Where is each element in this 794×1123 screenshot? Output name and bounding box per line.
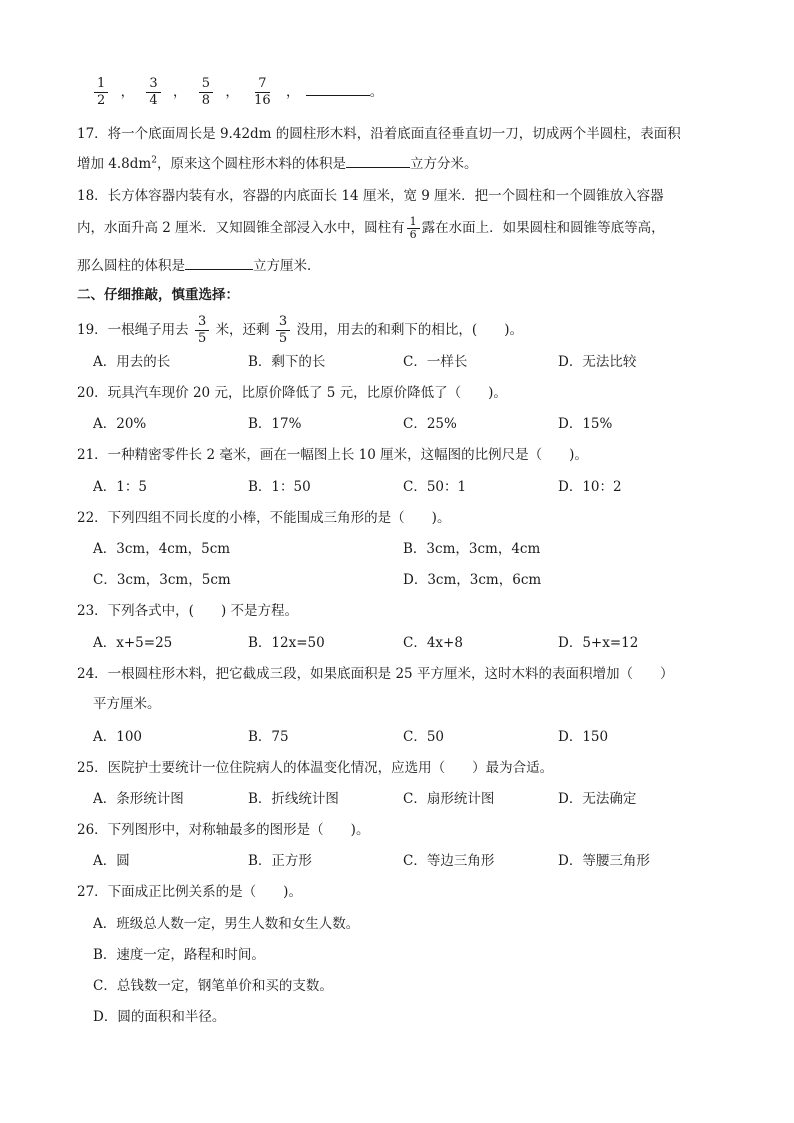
q22-stem: 22．下列四组不同长度的小棒，不能围成三角形的是（ )。 [77,510,451,526]
q19-option-a[interactable]: A．用去的长 [93,354,171,370]
q25-stem: 25．医院护士要统计一位住院病人的体温变化情况，应选用（ ）最为合适。 [77,760,554,776]
q21-stem: 21．一种精密零件长 2 毫米，画在一幅图上长 10 厘米，这幅图的比例尺是（ )。 [77,447,588,463]
q24-option-c[interactable]: C．50 [403,729,445,745]
q16-fraction-1: $\frac{1}{2}$ [94,76,108,109]
q27-option-d[interactable]: D．圆的面积和半径。 [93,1009,226,1025]
q25-option-d[interactable]: D．无法确定 [558,791,637,807]
q18-line-1: 18．长方体容器内装有水，容器的内底面长 14 厘米，宽 9 厘米．把一个圆柱和一个圆锥放入容器 [77,188,664,204]
q23-option-c[interactable]: C．4x+8 [403,635,463,651]
q24-line-1: 24．一根圆柱形木料，把它截成三段，如果底面积是 25 平方厘米，这时木料的表面积增加（ ） [77,666,674,682]
q21-option-b[interactable]: B．1：50 [248,479,311,495]
q26-option-b[interactable]: B．正方形 [248,853,312,869]
q26-option-d[interactable]: D．等腰三角形 [558,853,650,869]
q17-line-2: 增加 $4.8dm^2$，原来这个圆柱形木料的体积是 立方分米。 [77,155,478,172]
q24-option-d[interactable]: D．150 [558,729,609,745]
q16-fraction-4: $\frac{7}{16}$ [254,76,271,108]
q18-fraction: $\frac{1}{6}$ [407,216,420,241]
q27-option-c[interactable]: C．总钱数一定，钢笔单价和买的支数。 [93,978,333,994]
q24-option-b[interactable]: B．75 [248,729,289,745]
q19-stem: 19．一根绳子用去 $\frac{3}{5}$ 米，还剩 $\frac{3}{5}$ 没用，用去的和剩下的相比，( )。 [77,314,523,346]
q23-option-d[interactable]: D．5+x=12 [558,635,639,651]
q27-option-b[interactable]: B．速度一定，路程和时间。 [93,947,265,963]
q17-answer-blank[interactable] [346,155,410,168]
q18-line-2: 内，水面升高 2 厘米．又知圆锥全部浸入水中，圆柱有 $\frac{1}{6}$ 露在水面上．如果圆柱和圆锥等底等高， [77,215,665,241]
q16-sequence: $\frac{1}{2}$ ， $\frac{3}{4}$ ， $\frac{5}{8}$ ， $\frac{7}{16}$ ， 。 [92,76,383,109]
q27-stem: 27．下面成正比例关系的是（ )。 [77,884,302,900]
q26-stem: 26．下列图形中，对称轴最多的图形是（ )。 [77,822,370,838]
q19-option-c[interactable]: C．一样长 [403,354,468,370]
q20-option-a[interactable]: A．20% [93,416,147,432]
q20-option-b[interactable]: B．17% [248,416,302,432]
q21-option-d[interactable]: D．10：2 [558,479,622,495]
q21-option-c[interactable]: C．50：1 [403,479,467,495]
q16-fraction-3: $\frac{5}{8}$ [199,76,213,109]
q20-stem: 20．玩具汽车现价 20 元，比原价降低了 5 元，比原价降低了（ )。 [77,385,507,401]
q26-option-a[interactable]: A．圆 [93,853,130,869]
q18-line-3: 那么圆柱的体积是 立方厘米． [77,258,321,274]
q25-option-a[interactable]: A．条形统计图 [93,791,184,807]
q25-option-c[interactable]: C．扇形统计图 [403,791,495,807]
q20-option-c[interactable]: C．25% [403,416,457,432]
q25-option-b[interactable]: B．折线统计图 [248,791,339,807]
q26-option-c[interactable]: C．等边三角形 [403,853,495,869]
q20-option-d[interactable]: D．15% [558,416,613,432]
q22-option-c[interactable]: C．3cm，3cm，5cm [93,572,231,588]
q24-line-2: 平方厘米。 [93,696,161,712]
q19-option-d[interactable]: D．无法比较 [558,354,637,370]
q23-stem: 23．下列各式中，( ) 不是方程。 [77,603,299,619]
q16-answer-blank[interactable] [306,83,370,96]
q22-option-d[interactable]: D．3cm，3cm，6cm [403,572,542,588]
q27-option-a[interactable]: A．班级总人数一定，男生人数和女生人数。 [93,916,360,932]
q22-option-b[interactable]: B．3cm，3cm，4cm [403,541,541,557]
q23-option-b[interactable]: B．12x=50 [248,635,325,651]
q16-fraction-2: $\frac{3}{4}$ [146,76,160,109]
q18-answer-blank[interactable] [185,257,253,270]
q17-line-1: 17．将一个底面周长是 9.42dm 的圆柱形木料，沿着底面直径垂直切一刀，切成两个半圆柱，表面积 [77,126,681,142]
q19-option-b[interactable]: B．剩下的长 [248,354,326,370]
q19-fraction-1: $\frac{3}{5}$ [195,314,209,347]
q21-option-a[interactable]: A．1：5 [93,479,147,495]
q19-fraction-2: $\frac{3}{5}$ [276,314,290,347]
q24-option-a[interactable]: A．100 [93,729,143,745]
q22-option-a[interactable]: A．3cm，4cm，5cm [93,541,231,557]
q23-option-a[interactable]: A．x+5=25 [93,635,173,651]
section-2-title: 二、仔细推敲，慎重选择： [77,287,239,303]
